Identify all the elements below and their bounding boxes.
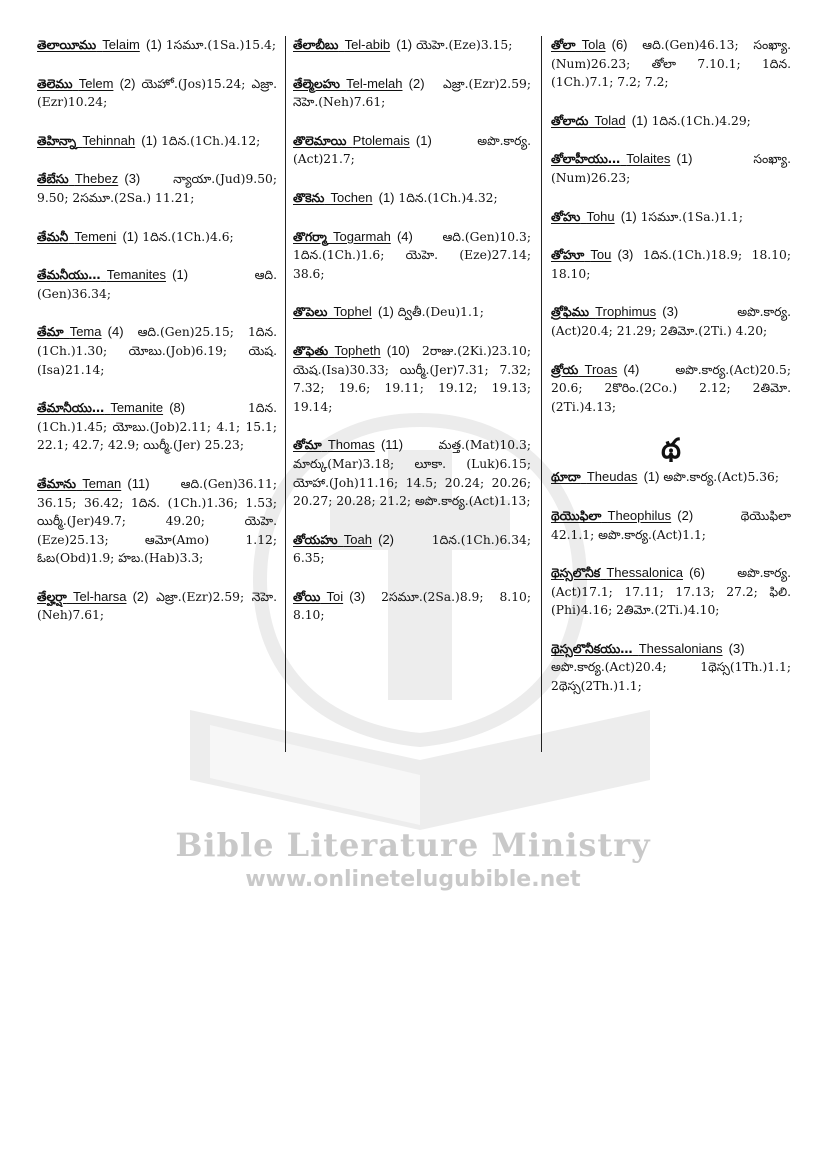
- index-entry: [37, 323, 277, 379]
- headword-telugu: తేమనీ: [37, 229, 69, 244]
- verse-references: 1సమూ.(1Sa.)1.1;: [640, 209, 743, 224]
- occurrence-count: (6): [689, 565, 705, 581]
- index-entry: [293, 436, 531, 510]
- occurrence-count: (2): [378, 531, 395, 547]
- headword-telugu: తొలెమాయి: [293, 133, 347, 148]
- verse-references: సంఖ్యా.(Num)26.23;: [551, 152, 791, 185]
- headword-telugu: తోయి: [293, 589, 321, 604]
- headword-telugu: తొకెను: [293, 190, 325, 205]
- headword-english: Togarmah: [332, 228, 391, 244]
- entry-headword: [551, 114, 626, 128]
- headword-english: Tel-abib: [344, 37, 391, 52]
- entry-headword: [551, 248, 611, 262]
- headword-telugu: తేల్హర్షా: [37, 589, 67, 604]
- headword-english: Telaim: [102, 37, 140, 52]
- entry-headword: [37, 268, 166, 282]
- headword-english: Topheth: [334, 342, 381, 358]
- occurrence-count: (1): [122, 228, 139, 244]
- headword-telugu: తోమా: [293, 438, 322, 453]
- occurrence-count: (2): [408, 75, 425, 91]
- verse-references: ఆది.(Gen)10.3; 1దిన.(1Ch.)1.6; యెహె. (Eze)27.14; 38.6;: [293, 229, 531, 281]
- occurrence-count: (4): [623, 361, 640, 377]
- verse-references: 2సమూ.(2Sa.)8.9; 8.10; 8.10;: [293, 589, 531, 623]
- headword-telugu: తేబేసు: [37, 172, 69, 187]
- occurrence-count: (1): [676, 151, 693, 167]
- headword-english: Teman: [82, 475, 122, 491]
- verse-references: 1దిన.(1Ch.)4.29;: [651, 113, 751, 128]
- entry-headword: [37, 230, 116, 244]
- occurrence-count: (2): [119, 75, 136, 91]
- entry-headword: [293, 438, 375, 452]
- occurrence-count: (2): [132, 588, 149, 604]
- headword-telugu: థెస్సలొనీక: [551, 566, 601, 581]
- entry-headword: [293, 533, 372, 547]
- entry-headword: [293, 191, 372, 205]
- headword-telugu: తేమా: [37, 325, 64, 340]
- occurrence-count: (1): [396, 37, 413, 52]
- headword-english: Tohu: [586, 208, 615, 224]
- verse-references: 1దిన.(1Ch.)4.12;: [161, 133, 261, 148]
- verse-references: అపొ.కార్య.(Act)5.36;: [663, 470, 779, 485]
- headword-english: Temeni: [74, 228, 117, 244]
- entry-headword: [551, 305, 656, 319]
- index-entry: [37, 475, 277, 568]
- entry-headword: [551, 210, 615, 224]
- headword-telugu: తెహిన్నా: [37, 133, 77, 148]
- occurrence-count: (2): [677, 507, 694, 523]
- headword-english: Thessalonians: [638, 640, 723, 656]
- index-entry: [293, 189, 531, 208]
- entry-headword: [37, 77, 113, 91]
- occurrence-count: (1): [145, 37, 162, 52]
- occurrence-count: (1): [378, 189, 395, 205]
- verse-references: ఆది.(Gen)36.11; 36.15; 36.42; 1దిన. (1Ch.)1.36; 1.53; యిర్మీ.(Jer)49.7; 49.20; యెహె.(Eze)25.13; ఆమో(Amo) 1.12; ఓబ(Obd)1.9; హబ.(Hab)3.3;: [37, 476, 277, 566]
- occurrence-count: (4): [396, 228, 413, 244]
- occurrence-count: (11): [380, 437, 404, 453]
- headword-english: Thebez: [74, 171, 119, 187]
- index-entry: [551, 208, 791, 227]
- occurrence-count: (3): [349, 588, 366, 604]
- headword-english: Temanites: [106, 267, 166, 283]
- headword-english: Thomas: [327, 437, 375, 453]
- headword-telugu: థూదా: [551, 470, 581, 485]
- index-entry: [37, 132, 277, 151]
- index-entry: [551, 361, 791, 417]
- entry-headword: [551, 470, 637, 484]
- index-entry: [551, 112, 791, 131]
- watermark-title: Bible Literature Ministry: [175, 826, 651, 864]
- index-entry: [293, 75, 531, 112]
- entry-headword: [37, 38, 140, 52]
- verse-references: 1దిన.(1Ch.)4.32;: [398, 190, 498, 205]
- headword-english: Tophel: [333, 304, 372, 320]
- entry-headword: [37, 590, 126, 604]
- headword-telugu: తోహూ: [551, 248, 585, 263]
- index-entry: [37, 266, 277, 303]
- headword-english: Tel-melah: [346, 75, 403, 91]
- index-entry: [293, 36, 531, 55]
- headword-telugu: తొగర్మా: [293, 229, 327, 244]
- occurrence-count: (1): [141, 132, 158, 148]
- occurrence-count: (6): [611, 37, 628, 52]
- verse-references: అపొ.కార్య.(Act)17.1; 17.11; 17.13; 27.2; ఫిలి.(Phi)4.16; 2తిమో.(2Ti.)4.10;: [551, 566, 791, 618]
- occurrence-count: (8): [169, 400, 186, 416]
- index-entry: [551, 246, 791, 283]
- index-entry: [551, 507, 791, 544]
- occurrence-count: (3): [662, 304, 679, 320]
- index-entry: [293, 132, 531, 169]
- entry-headword: [551, 642, 723, 656]
- headword-telugu: తోలాహీయు…: [551, 152, 621, 167]
- occurrence-count: (3): [728, 640, 745, 656]
- entry-headword: [37, 477, 121, 491]
- index-entry: [551, 564, 791, 620]
- entry-headword: [293, 590, 343, 604]
- headword-telugu: తేలాబీబు: [293, 38, 339, 52]
- occurrence-count: (1): [415, 132, 432, 148]
- verse-references: 1సమూ.(1Sa.)15.4;: [165, 38, 276, 52]
- column-1: [37, 36, 277, 645]
- headword-telugu: త్రోఫిము: [551, 305, 590, 320]
- section-letter: థ: [661, 432, 681, 466]
- headword-english: Toah: [343, 531, 372, 547]
- headword-telugu: థెస్సలొనీకయు…: [551, 641, 633, 656]
- headword-telugu: తొపెలు: [293, 305, 328, 320]
- index-entry: [293, 342, 531, 416]
- headword-english: Thessalonica: [606, 565, 683, 581]
- verse-references: అపొ.కార్య.(Act)20.4; 21.29; 2తిమో.(2Ti.) 4.20;: [551, 305, 791, 338]
- entry-headword: [293, 77, 403, 91]
- headword-telugu: తేమానీయు…: [37, 401, 105, 416]
- column-3: [551, 36, 791, 716]
- verse-references: యెహో.(Jos)15.24; ఎజ్రా.(Ezr)10.24;: [37, 76, 277, 110]
- index-entry: [37, 399, 277, 455]
- headword-telugu: తోలా: [551, 38, 576, 52]
- occurrence-count: (10): [386, 342, 410, 358]
- headword-telugu: తేమనీయు…: [37, 268, 101, 283]
- index-entry: [37, 75, 277, 112]
- verse-references: 1దిన.(1Ch.)18.9; 18.10; 18.10;: [551, 248, 791, 281]
- occurrence-count: (11): [127, 475, 150, 491]
- verse-references: 2రాజు.(2Ki.)23.10; యెష.(Isa)30.33; యిర్మీ.(Jer)7.31; 7.32; 7.32; 19.6; 19.11; 19.12; 19.13; 19.14;: [293, 343, 531, 414]
- watermark-url: www.onlinetelugubible.net: [245, 867, 581, 892]
- headword-telugu: తోయహు: [293, 532, 338, 547]
- headword-telugu: తేమాను: [37, 476, 77, 491]
- headword-telugu: తెలాయీము: [37, 38, 97, 52]
- index-entry: [551, 150, 791, 187]
- headword-english: Tochen: [330, 189, 373, 205]
- headword-english: Trophimus: [595, 304, 657, 320]
- verse-references: ఆది.(Gen)46.13; సంఖ్యా.(Num)26.23; తోలా 7.10.1; 1దిన.(1Ch.)7.1; 7.2; 7.2;: [551, 38, 791, 90]
- index-entry: [551, 36, 791, 92]
- entry-headword: [551, 152, 670, 166]
- headword-english: Toi: [326, 588, 344, 604]
- headword-telugu: త్రోయ: [551, 362, 579, 377]
- index-entry: [293, 228, 531, 284]
- headword-telugu: థెయొఫిలా: [551, 508, 602, 523]
- verse-references: థెయొఫిలా 42.1.1; అపొ.కార్య.(Act)1.1;: [551, 508, 791, 542]
- entry-headword: [293, 38, 390, 52]
- headword-english: Tola: [581, 37, 606, 52]
- entry-headword: [551, 509, 671, 523]
- verse-references: 1దిన.(1Ch.)6.34; 6.35;: [293, 532, 531, 566]
- entry-headword: [37, 325, 101, 339]
- occurrence-count: (1): [377, 304, 394, 320]
- headword-english: Tolad: [594, 112, 626, 128]
- headword-english: Tou: [590, 247, 612, 263]
- index-entry: [293, 531, 531, 568]
- index-entry: [293, 303, 531, 322]
- entry-headword: [293, 305, 372, 319]
- verse-references: ఆది.(Gen)25.15; 1దిన.(1Ch.)1.30; యోబు.(Job)6.19; యెష.(Isa)21.14;: [37, 325, 277, 377]
- column-divider: [285, 36, 286, 752]
- occurrence-count: (4): [107, 324, 124, 340]
- entry-headword: [37, 401, 163, 415]
- headword-english: Tema: [69, 324, 102, 340]
- occurrence-count: (3): [124, 171, 141, 187]
- entry-headword: [293, 134, 410, 148]
- index-entry: [37, 170, 277, 207]
- verse-references: ద్వితీ.(Deu)1.1;: [397, 305, 484, 320]
- index-entry: [37, 36, 277, 55]
- verse-references: అపొ.కార్య.(Act)20.5; 20.6; 2కొరిం.(2Co.) 2.12; 2తిమో.(2Ti.)4.13;: [551, 362, 791, 414]
- column-divider: [541, 36, 542, 752]
- index-entry: [37, 588, 277, 625]
- entry-headword: [551, 38, 605, 52]
- column-2: [293, 36, 531, 645]
- entry-headword: [293, 344, 381, 358]
- headword-english: Theudas: [586, 469, 638, 485]
- verse-references: అపొ.కార్య.(Act)21.7;: [293, 133, 531, 167]
- headword-telugu: తేల్మెలహు: [293, 76, 340, 91]
- occurrence-count: (3): [617, 247, 634, 263]
- index-entry: [551, 468, 791, 487]
- occurrence-count: (1): [620, 208, 637, 224]
- occurrence-count: (1): [631, 112, 648, 128]
- entry-headword: [551, 566, 683, 580]
- verse-references: మత్త.(Mat)10.3; మార్కు(Mar)3.18; లూకా. (Luk)6.15; యోహా.(Joh)11.16; 14.5; 20.24; 20.26; 20.27; 20.28; 21.2; అపొ.కార్య.(Act)1.13;: [293, 438, 531, 509]
- headword-telugu: తొఫెతు: [293, 343, 329, 358]
- verse-references: ఎజ్రా.(Ezr)2.59; నెహె.(Neh)7.61;: [293, 76, 531, 110]
- headword-english: Theophilus: [607, 507, 672, 523]
- headword-telugu: తోహు: [551, 209, 581, 224]
- verse-references: న్యాయా.(Jud)9.50; 9.50; 2సమూ.(2Sa.) 11.21;: [37, 172, 277, 205]
- verse-references: 1దిన.(1Ch.)4.6;: [142, 229, 234, 244]
- entry-headword: [293, 230, 391, 244]
- index-entry: [551, 640, 791, 696]
- headword-english: Tehinnah: [82, 132, 136, 148]
- headword-english: Tel-harsa: [72, 588, 127, 604]
- headword-english: Telem: [78, 75, 114, 91]
- headword-english: Troas: [584, 361, 618, 377]
- verse-references: యెహె.(Eze)3.15;: [416, 38, 513, 52]
- entry-headword: [551, 363, 617, 377]
- occurrence-count: (1): [643, 469, 660, 485]
- headword-english: Tolaites: [626, 151, 671, 167]
- index-entry: [293, 588, 531, 625]
- index-entry: [37, 228, 277, 247]
- verse-references: 1దిన.(1Ch.)1.45; యోబు.(Job)2.11; 4.1; 15.1; 22.1; 42.7; 42.9; యిర్మీ.(Jer) 25.23;: [37, 401, 277, 453]
- headword-telugu: తోలాదు: [551, 113, 589, 128]
- index-entry: [551, 303, 791, 340]
- headword-english: Ptolemais: [352, 132, 410, 148]
- entry-headword: [37, 172, 118, 186]
- verse-references: అపొ.కార్య.(Act)20.4; 1థెస్స(1Th.)1.1; 2థెస్స(2Th.)1.1;: [551, 660, 791, 694]
- verse-references: ఎజ్రా.(Ezr)2.59; నెహె.(Neh)7.61;: [37, 589, 277, 623]
- headword-telugu: తెలెము: [37, 76, 73, 91]
- entry-headword: [37, 134, 135, 148]
- verse-references: ఆది.(Gen)36.34;: [37, 268, 277, 301]
- headword-english: Temanite: [110, 400, 164, 416]
- occurrence-count: (1): [172, 267, 189, 283]
